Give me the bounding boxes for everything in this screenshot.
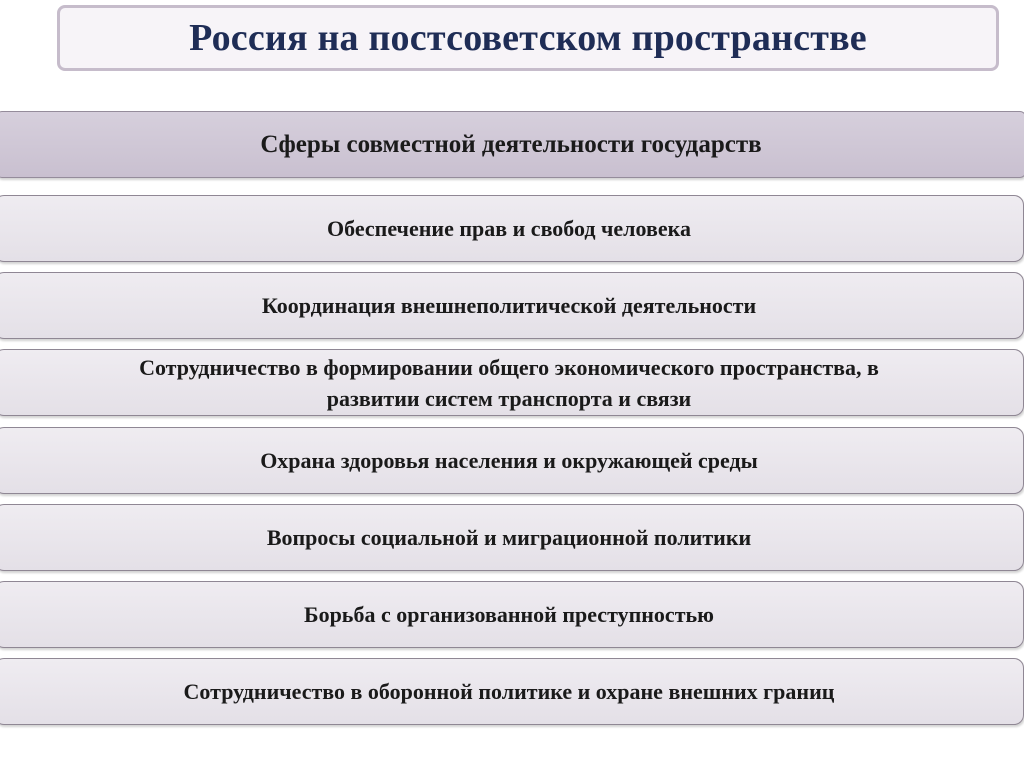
list-item xyxy=(0,195,1024,262)
list-item-text: Охрана здоровья населения и окружающей среды xyxy=(260,448,758,473)
list-item xyxy=(0,272,1024,339)
list-item xyxy=(0,504,1024,571)
list-item xyxy=(0,658,1024,725)
list-item-text: Сотрудничество в формировании общего экономического пространства, в развитии систем транспорта и связи xyxy=(139,354,879,411)
header-row xyxy=(0,111,1024,178)
list-item xyxy=(0,581,1024,648)
list-item-text: Координация внешнеполитической деятельности xyxy=(261,293,757,318)
list-item-text: Вопросы социальной и миграционной политики xyxy=(266,525,752,550)
title-box xyxy=(57,5,999,71)
list-item-text: Сотрудничество в оборонной политике и охране внешних границ xyxy=(183,679,835,704)
list-item xyxy=(0,427,1024,494)
header-text: Сферы совместной деятельности государств xyxy=(260,131,762,158)
slide-title: Россия на постсоветском пространстве xyxy=(189,17,867,59)
list-item-text: Обеспечение прав и свобод человека xyxy=(327,216,691,241)
list-item-text: Борьба с организованной преступностью xyxy=(304,602,714,627)
list-item xyxy=(0,349,1024,416)
